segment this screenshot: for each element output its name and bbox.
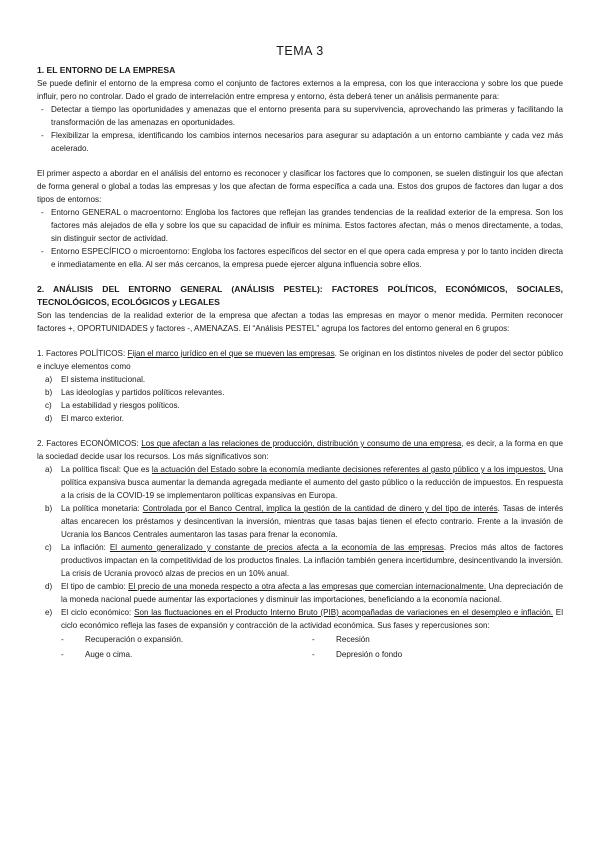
list-item: a) El sistema institucional. bbox=[45, 375, 146, 384]
list-item: d) El marco exterior. bbox=[45, 414, 124, 423]
section-2-heading: 2. ANÁLISIS DEL ENTORNO GENERAL (ANÁLISIS PESTEL): FACTORES POLÍTICOS, ECONÓMICOS, SOCIALES, TECNOLÓGICOS, ECOLÓGICOS y LEGALES bbox=[37, 284, 563, 307]
section-1-bullets bbox=[37, 103, 563, 155]
politicos-paragraph: 1. Factores POLÍTICOS: Fijan el marco jurídico en el que se mueven las empresas. Se originan en los distintos niveles de poder del sector público e incluye elementos como bbox=[37, 349, 563, 371]
list-item: - Detectar a tiempo las oportunidades y amenazas que el entorno presenta para su supervivencia, aprovechando las primeras y facilitando la transformación de las amenazas en oportunidades. bbox=[41, 105, 563, 127]
list-item: d) El tipo de cambio: El precio de una moneda respecto a otra afecta a las empresas que comercian internacionalmente. Una depreciación de la moneda nacional puede aumentar las exportaciones y disminuir las importaciones, beneficiando a la economía nacional. bbox=[45, 582, 563, 604]
section-1-paragraph-2: El primer aspecto a abordar en el análisis del entorno es reconocer y clasificar los factores que lo componen, se suelen distinguir los que afectan de forma general o global a todas las empresas y los que afectan de forma específica a cada una. Estos dos grupos de factores dan lugar a dos tipos de entornos: bbox=[37, 169, 563, 204]
section-1-intro: Se puede definir el entorno de la empresa como el conjunto de factores externos a la empresa, con los que interacciona y sobre los que puede influir, pero no controlar. Dado el grado de interrelación entre empresa y entorno, ésta deberá tener un análisis permanente para: bbox=[37, 79, 563, 101]
list-item: - Depresión o fondo bbox=[312, 650, 403, 659]
cycle-column-right bbox=[312, 632, 563, 662]
list-item: - Recuperación o expansión. bbox=[61, 635, 184, 644]
list-item: c) La inflación: El aumento generalizado y constante de precios afecta a la economía de las empresas. Precios más altos de factores productivos impactan en la competitividad de los productos finales. La inflación también genera incertidumbre, desincentivando la inversión. La crisis de Ucrania provocó alzas de precios en un 10% anual. bbox=[45, 543, 563, 578]
list-item: b) Las ideologías y partidos políticos relevantes. bbox=[45, 388, 225, 397]
list-item: c) La estabilidad y riesgos políticos. bbox=[45, 401, 180, 410]
list-item: - Recesión bbox=[312, 635, 370, 644]
list-item: - Entorno ESPECÍFICO o microentorno: Engloba los factores específicos del sector en el que opera cada empresa y por lo tanto inciden directa e inmediatamente en ella. Al ser más cercanos, la empresa puede ejercer alguna influencia sobre ellos. bbox=[41, 247, 563, 269]
list-item: a) La política fiscal: Que es la actuación del Estado sobre la economía mediante decisiones referentes al gasto público y a los impuestos. Una política expansiva busca aumentar la demanda agregada mediante el aumento del gasto público o la reducción de impuestos. En respuesta a la crisis de la COVID-19 se implementaron políticas expansivas en Europa. bbox=[45, 465, 563, 500]
page-title: TEMA 3 bbox=[276, 44, 324, 58]
economic-cycle-phases bbox=[37, 632, 563, 662]
list-item: e) El ciclo económico: Son las fluctuaciones en el Producto Interno Bruto (PIB) acompañadas de variaciones en el desempleo e inflación. El ciclo económico refleja las fases de expansión y contracción de la actividad económica. Sus fases y repercusiones son: bbox=[45, 608, 563, 630]
entorno-types-list bbox=[37, 206, 563, 271]
cycle-column-left bbox=[61, 632, 312, 662]
economicos-paragraph: 2. Factores ECONÓMICOS: Los que afectan a las relaciones de producción, distribución y consumo de una empresa, es decir, a la forma en que la sociedad decide usar los recursos. Los más significativos son: bbox=[37, 439, 563, 461]
list-item: b) La política monetaria: Controlada por el Banco Central, implica la gestión de la cantidad de dinero y del tipo de interés. Tasas de interés altas encarecen los préstamos y desincentivan la inversión, mientras que tasas bajas tienen el efecto contrario. Frente a la invasión de Ucrania los Bancos Centrales aumentaron las tasas para frenar la economía. bbox=[45, 504, 563, 539]
list-item: - Entorno GENERAL o macroentorno: Engloba los factores que reflejan las grandes tendencias de la realidad exterior de la empresa. Son los factores más alejados de ella y sobre los que su capacidad de influir es mínima. Estos factores afectan, más o menos directamente, a todas, sin distinguir sector de actividad. bbox=[41, 208, 563, 243]
politicos-list bbox=[37, 373, 563, 425]
section-1-heading: 1. EL ENTORNO DE LA EMPRESA bbox=[37, 65, 176, 75]
section-2-intro: Son las tendencias de la realidad exterior de la empresa que afectan a todas las empresas en mayor o menor medida. Permiten reconocer factores +, OPORTUNIDADES y factores -, AMENAZAS. El “Análisis PESTEL” agrupa los factores del entorno general en 6 grupos: bbox=[37, 311, 563, 333]
economicos-list bbox=[37, 463, 563, 632]
list-item: - Flexibilizar la empresa, identificando los cambios internos necesarios para asegurar su adaptación a un entorno cambiante y cada vez más acelerado. bbox=[41, 131, 563, 153]
list-item: - Auge o cima. bbox=[61, 650, 133, 659]
